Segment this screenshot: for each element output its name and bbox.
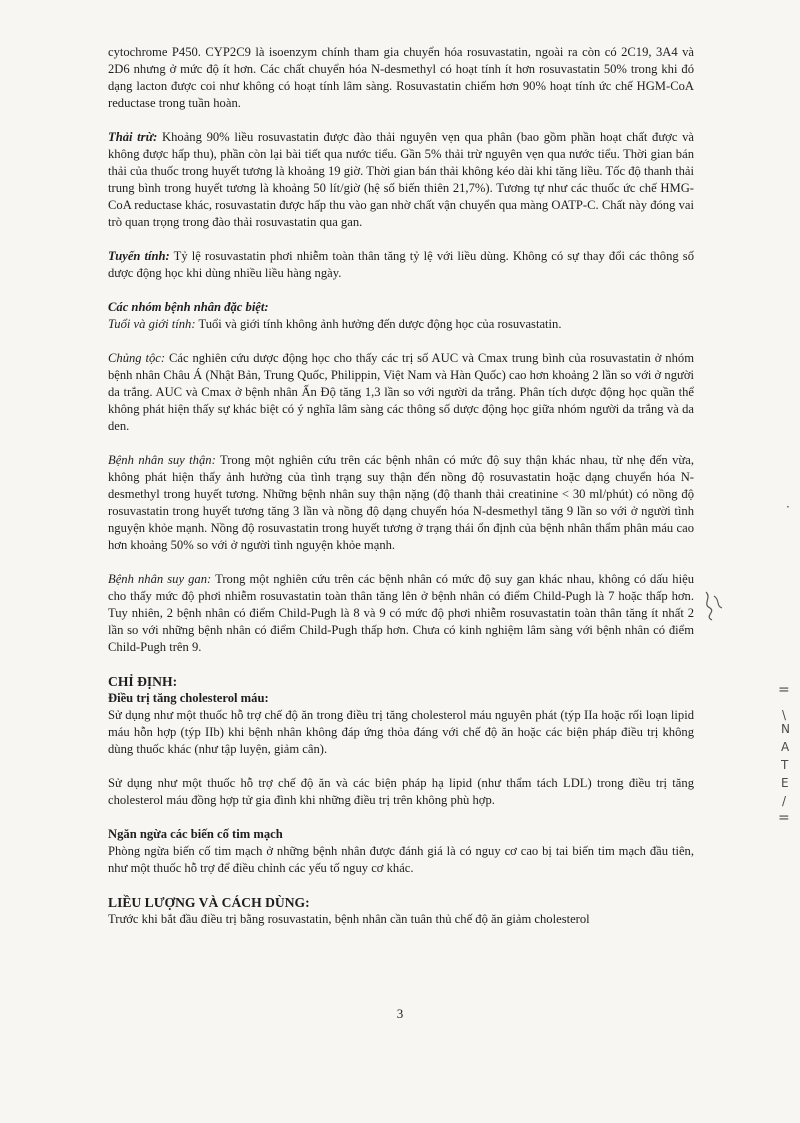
race-text: Các nghiên cứu dược động học cho thấy các trị số AUC và Cmax trung bình của rosuvastatin ở nhóm bệnh nhân Châu Á (Nhật Bản, Trung Quốc, Philippin, Việt Nam và Hàn Quốc) cao hơn khoảng 2 lần so với ở người da trắng. AUC và Cmax ở bệnh nhân Ấn Độ tăng 1,3 lần so với người da trắng. Phân tích dược động học quần thể không phát hiện thấy sự khác biệt có ý nghĩa lâm sàng các thông số dược động học giữa nhóm người da trắng và da den. <box>108 351 694 433</box>
edge-stamp-letter-4: E <box>781 776 789 790</box>
age-gender-text: Tuổi và giới tính không ảnh hưởng đến dược động học của rosuvastatin. <box>195 317 562 331</box>
renal-impairment-text: Trong một nghiên cứu trên các bệnh nhân có mức độ suy thận khác nhau, từ nhẹ đến vừa, không phát hiện thấy ảnh hưởng của tình trạng suy thận đến nồng độ rosuvastatin hoặc dạng chuyển hóa N-desmethyl trong huyết tương. Những bệnh nhân suy thận nặng (độ thanh thải creatinine < 30 ml/phút) có nồng độ rosuvastatin trong huyết tương tăng 3 lần và nồng độ dạng chuyển hóa N-desmethyl tăng 9 lần so với ở người tình nguyện khỏe mạnh. Nồng độ rosuvastatin trong huyết tương ở trạng thái ổn định của bệnh nhân thẩm phân máu cao hơn khoảng 50% so với ở người tình nguyện khỏe mạnh. <box>108 453 694 552</box>
hepatic-impairment-label: Bệnh nhân suy gan: <box>108 572 212 586</box>
elimination-paragraph <box>108 129 694 231</box>
age-gender-label: Tuổi và giới tính: <box>108 317 196 331</box>
linearity-label: Tuyến tính: <box>108 249 170 263</box>
race-label: Chủng tộc: <box>108 351 166 365</box>
document-body <box>108 44 694 928</box>
race-paragraph <box>108 350 694 435</box>
dosage-heading: LIỀU LƯỢNG VÀ CÁCH DÙNG: <box>108 895 310 910</box>
edge-dash-icon: = <box>778 682 790 698</box>
hepatic-impairment-paragraph <box>108 571 694 656</box>
indications-heading: CHỈ ĐỊNH: <box>108 674 178 689</box>
hepatic-impairment-text: Trong một nghiên cứu trên các bệnh nhân có mức độ suy gan khác nhau, không có dấu hiệu cho thấy mức độ phơi nhiễm rosuvastatin toàn thân tăng lên ở bệnh nhân có điểm Child-Pugh là 7 hoặc thấp hơn. Tuy nhiên, 2 bệnh nhân có điểm Child-Pugh là 8 và 9 có mức độ phơi nhiễm rosuvastatin toàn thân tăng ít nhất 2 lần so với những bệnh nhân có điểm Child-Pugh thấp hơn. Chưa có kinh nghiệm lâm sàng với bệnh nhân có điểm Child-Pugh trên 9. <box>108 572 694 654</box>
elimination-text: Khoảng 90% liều rosuvastatin được đào thải nguyên vẹn qua phân (bao gồm phần hoạt chất được và không được hấp thu), phần còn lại bài tiết qua nước tiểu. Gần 5% thải trừ nguyên vẹn qua nước tiểu. Thời gian bán thải của thuốc trong huyết tương là khoảng 19 giờ. Thời gian bán thải không kéo dài khi tăng liều. Tốc độ thanh thải trung bình trong huyết tương là khoảng 50 lít/giờ (hệ số biến thiên 21,7%). Tương tự như các thuốc ức chế HMG-CoA reductase khác, rosuvastatin được hấp thu vào gan nhờ chất vận chuyển qua màng OATP-C. Chất này đóng vai trò quan trọng trong đào thải rosuvastatin qua gan. <box>108 130 694 229</box>
handwritten-initials <box>698 588 728 624</box>
edge-slash-icon: \ <box>782 708 787 722</box>
indication-paragraph-3: Phòng ngừa biến cố tim mạch ở những bệnh nhân được đánh giá là có nguy cơ cao bị tai biến tim mạch đầu tiên, như một thuốc hỗ trợ để điều chỉnh các yếu tố nguy cơ khác. <box>108 844 694 875</box>
edge-stamp-letter-1: N <box>781 722 790 736</box>
special-populations-heading: Các nhóm bệnh nhân đặc biệt: <box>108 300 269 314</box>
linearity-paragraph <box>108 248 694 282</box>
edge-slash-icon-2: / <box>782 794 787 808</box>
linearity-text: Tỷ lệ rosuvastatin phơi nhiễm toàn thân tăng tỷ lệ với liều dùng. Không có sự thay đổi các thông số dược động học khi dùng nhiều liều hàng ngày. <box>108 249 694 280</box>
renal-impairment-label: Bệnh nhân suy thận: <box>108 453 216 467</box>
edge-mark-1: · <box>786 500 790 514</box>
age-gender-paragraph <box>108 316 694 333</box>
metabolism-paragraph: cytochrome P450. CYP2C9 là isoenzym chính tham gia chuyển hóa rosuvastatin, ngoài ra còn có 2C19, 3A4 và 2D6 nhưng ở mức độ ít hơn. Các chất chuyển hóa N-desmethyl có hoạt tính ít hơn rosuvastatin 50% trong khi đó dạng lacton được coi như không có hoạt tính lâm sàng. Rosuvastatin chiếm hơn 90% hoạt tính ức chế HGM-CoA reductase trong tuần hoàn. <box>108 45 694 110</box>
page-number: 3 <box>396 1006 404 1021</box>
edge-dash-icon-2: = <box>778 810 790 826</box>
indication-paragraph-2: Sử dụng như một thuốc hỗ trợ chế độ ăn và các biện pháp hạ lipid (như thẩm tách LDL) trong điều trị tăng cholesterol máu đồng hợp tử gia đình khi những điều trị trên không phù hợp. <box>108 776 694 807</box>
dosage-paragraph: Trước khi bắt đầu điều trị bằng rosuvastatin, bệnh nhân cần tuân thủ chế độ ăn giảm cholesterol <box>108 912 590 926</box>
cardiovascular-subheading: Ngăn ngừa các biến cố tim mạch <box>108 827 283 841</box>
edge-stamp-letter-2: A <box>781 740 790 754</box>
renal-impairment-paragraph <box>108 452 694 554</box>
indication-paragraph-1: Sử dụng như một thuốc hỗ trợ chế độ ăn trong điều trị tăng cholesterol máu nguyên phát (týp IIa hoặc rối loạn lipid máu hỗn hợp (týp IIb) khi bệnh nhân không đáp ứng thỏa đáng với chế độ ăn hoặc các biện pháp điều trị không dùng thuốc khác (như tập luyện, giảm cân). <box>108 708 694 756</box>
edge-stamp-letter-3: T <box>781 758 789 772</box>
hypercholesterolemia-subheading: Điều trị tăng cholesterol máu: <box>108 691 269 705</box>
elimination-label: Thải trừ: <box>108 130 158 144</box>
